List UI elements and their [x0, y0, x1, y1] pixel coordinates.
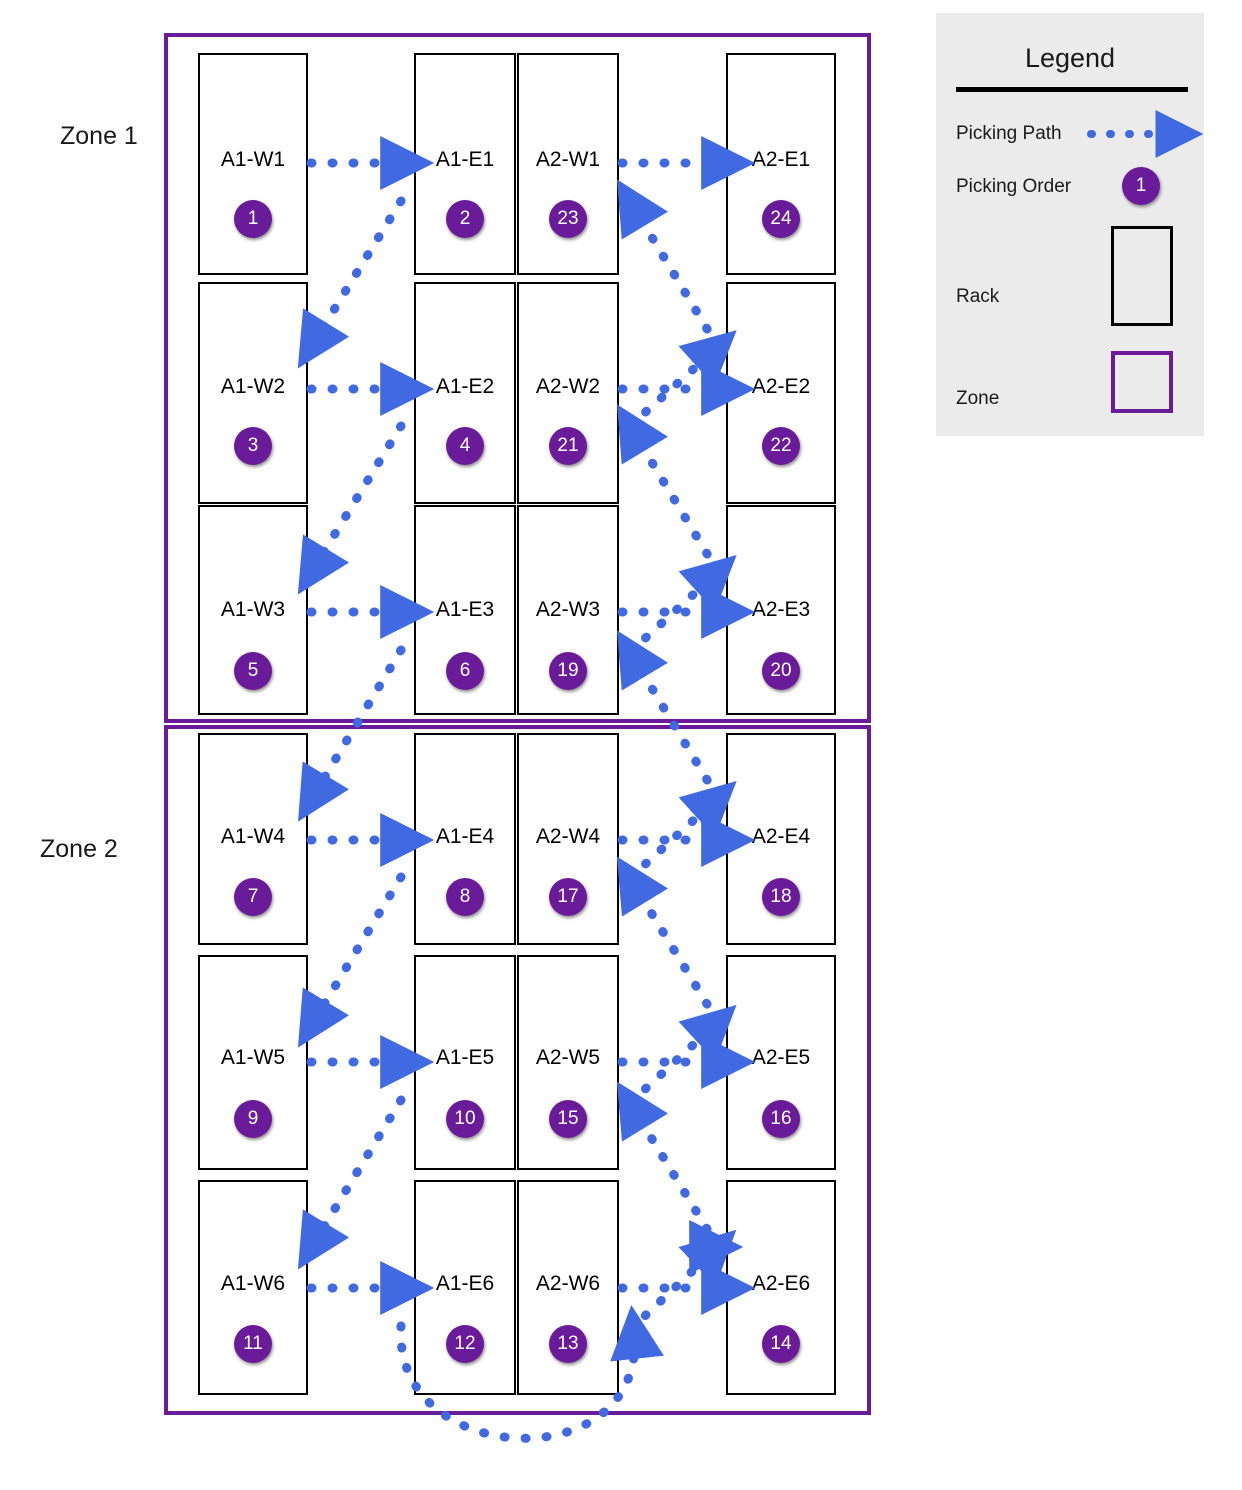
rack-label-a1-e4: A1-E4	[435, 825, 495, 848]
rack-label-a2-e2: A2-E2	[751, 375, 811, 398]
rack-label-a1-w3: A1-W3	[220, 598, 286, 621]
legend-order-badge: 1	[1122, 167, 1160, 205]
order-badge-a1-w2: 3	[234, 427, 272, 465]
legend-label-picking-order: Picking Order	[956, 176, 1072, 197]
rack-label-a1-e5: A1-E5	[435, 1046, 495, 1069]
rack-label-a1-w1: A1-W1	[220, 148, 286, 171]
order-badge-a1-w6: 11	[234, 1325, 272, 1363]
rack-label-a2-e3: A2-E3	[751, 598, 811, 621]
order-badge-a2-w2: 21	[549, 427, 587, 465]
rack-label-a2-w4: A2-W4	[535, 825, 601, 848]
rack-label-a1-w2: A1-W2	[220, 375, 286, 398]
legend-title: Legend	[1024, 43, 1116, 73]
order-badge-a2-w4: 17	[549, 878, 587, 916]
legend-label-zone: Zone	[956, 388, 1000, 409]
order-badge-a2-w1: 23	[549, 200, 587, 238]
order-badge-a1-e4: 8	[446, 878, 484, 916]
order-badge-a1-e1: 2	[446, 200, 484, 238]
rack-label-a1-e3: A1-E3	[435, 598, 495, 621]
order-badge-a2-e2: 22	[762, 427, 800, 465]
rack-label-a2-e4: A2-E4	[751, 825, 811, 848]
zone-label-zone-2: Zone 2	[40, 835, 118, 863]
zone-label-zone-1: Zone 1	[60, 122, 138, 150]
order-badge-a1-w4: 7	[234, 878, 272, 916]
rack-label-a2-w3: A2-W3	[535, 598, 601, 621]
rack-label-a1-w5: A1-W5	[220, 1046, 286, 1069]
legend-label-picking-path: Picking Path	[956, 123, 1062, 144]
legend-divider	[956, 87, 1188, 92]
legend-label-rack: Rack	[956, 286, 1000, 307]
rack-label-a2-w1: A2-W1	[535, 148, 601, 171]
order-badge-a2-e5: 16	[762, 1100, 800, 1138]
order-badge-a1-e6: 12	[446, 1325, 484, 1363]
legend-rack-swatch	[1111, 226, 1173, 326]
order-badge-a2-e4: 18	[762, 878, 800, 916]
order-badge-a2-w6: 13	[549, 1325, 587, 1363]
order-badge-a1-w1: 1	[234, 200, 272, 238]
rack-label-a2-e5: A2-E5	[751, 1046, 811, 1069]
order-badge-a1-e3: 6	[446, 652, 484, 690]
order-badge-a1-e5: 10	[446, 1100, 484, 1138]
rack-label-a2-e1: A2-E1	[751, 148, 811, 171]
rack-label-a1-e1: A1-E1	[435, 148, 495, 171]
rack-label-a2-e6: A2-E6	[751, 1272, 811, 1295]
rack-label-a1-e2: A1-E2	[435, 375, 495, 398]
rack-label-a1-e6: A1-E6	[435, 1272, 495, 1295]
rack-label-a2-w5: A2-W5	[535, 1046, 601, 1069]
order-badge-a2-w5: 15	[549, 1100, 587, 1138]
order-badge-a2-e3: 20	[762, 652, 800, 690]
order-badge-a2-w3: 19	[549, 652, 587, 690]
rack-label-a1-w4: A1-W4	[220, 825, 286, 848]
order-badge-a1-w3: 5	[234, 652, 272, 690]
rack-label-a2-w2: A2-W2	[535, 375, 601, 398]
legend-zone-swatch	[1111, 351, 1173, 413]
order-badge-a2-e6: 14	[762, 1325, 800, 1363]
order-badge-a1-e2: 4	[446, 427, 484, 465]
rack-label-a2-w6: A2-W6	[535, 1272, 601, 1295]
order-badge-a1-w5: 9	[234, 1100, 272, 1138]
order-badge-a2-e1: 24	[762, 200, 800, 238]
legend-panel	[936, 13, 1204, 436]
rack-label-a1-w6: A1-W6	[220, 1272, 286, 1295]
